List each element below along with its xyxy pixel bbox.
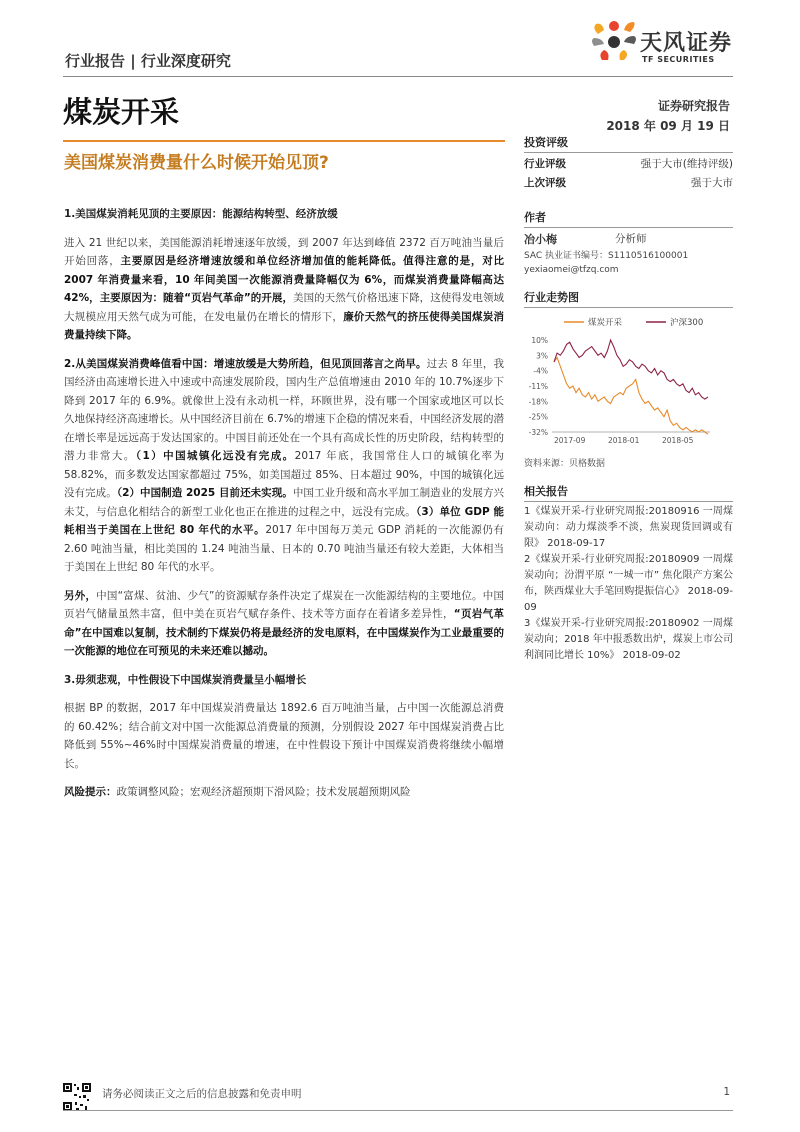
x-tick-label: 2017-09	[554, 436, 586, 445]
section-1-heading: 1.美国煤炭消耗见顶的主要原因：能源结构转型、经济放缓	[64, 208, 338, 220]
series-line-1	[554, 358, 708, 435]
prev-rating-label: 上次评级	[524, 177, 566, 189]
y-tick-label: -18%	[528, 397, 548, 407]
x-tick-label: 2018-05	[662, 436, 694, 445]
industry-rating-row	[524, 155, 733, 174]
related-heading: 相关报告	[524, 483, 733, 502]
logo-text-cn: 天风证券	[640, 31, 733, 56]
logo-text-en: TF SECURITIES	[642, 55, 715, 64]
s2-p2-c: “页岩气革命”在中国难以复制，技术制约下煤炭仍将是最经济的发电原料，在中国煤炭作为工业最重要的一次能源的地位在可预见的未来还难以撼动。	[64, 608, 505, 657]
s2-text-g: 2017 年中国每万美元 GDP 消耗的一次能源仍有 2.60 吨油当量，相比美国的 1.24 吨油当量、日本的 0.70 吨油当量还有较大差距，大体相当于美国在上世纪 80 年代的水平。	[64, 524, 504, 573]
sidebar	[524, 134, 733, 664]
rating-heading: 投资评级	[524, 134, 733, 153]
related-list	[524, 504, 733, 664]
s2-text-b: （1）中国城镇化远没有完成。	[135, 450, 295, 462]
author-cert: SAC 执业证书编号：S1110516100001	[524, 251, 689, 261]
x-tick-label: 2018-01	[608, 436, 640, 445]
section-1-paragraph	[64, 234, 504, 345]
chart-source: 资料来源：贝格数据	[524, 459, 606, 469]
flower-logo-icon	[590, 20, 638, 66]
s2-text-e: 中国工业升级和高水平加工制造业的发展方兴未艾，与信息化相结合的新型工业化也正在推进的过程之中，远没有完成。	[64, 487, 505, 518]
main-content	[64, 205, 504, 812]
author-name: 冶小梅	[524, 233, 557, 246]
s2-text-a: 过去 8 年里，我国经济由高速增长进入中速或中高速发展阶段，国内生产总值增速由 2010 年的 10.7%逐步下降到 2017 年的 6.9%。就像世上没有永动机一样，环顾世界，没有哪一个国家或地区可以长久地保持经济高速增长。从中国经济目前在 6.7%的增速下企稳的情况来看，中国经济发展的潜在增长率是远远高于发达国家的。中国目前还处在一个具有高成长性的历史阶段，结构转型的潜力非常大。	[64, 357, 505, 462]
y-tick-label: 3%	[536, 351, 548, 361]
legend-label-2: 沪深300	[670, 318, 704, 328]
related-item-2[interactable]: 2《煤炭开采-行业研究周报:20180909 一周煤炭动向；汾渭平原 “一城一市” 焦化限产方案公布，陕西煤业大手笔回购提振信心》 2018-09-09	[524, 554, 733, 613]
section-2-heading-a: 2.从美国煤炭消费峰值看中国：	[64, 357, 214, 370]
author-role: 分析师	[615, 233, 647, 245]
author-row	[524, 230, 733, 249]
industry-rating-value: 强于大市(维持评级)	[640, 158, 733, 170]
s1-text-a: 进入 21 世纪以来，美国能源消耗增速逐年放缓，到 2007 年达到峰值 2372 百万吨油当量后开始回落，	[64, 236, 504, 267]
section-3-paragraph: 根据 BP 的数据，2017 年中国煤炭消费量达 1892.6 百万吨油当量，占中国一次能源总消费的 60.42%；结合前文对中国一次能源总消费量的预测，分别假设 2027 年中国煤炭消费占比降低到 55%~46%时中国煤炭消费量的增速，在中性假设下预计中国煤炭消费将继续小幅增长。	[64, 702, 504, 770]
s1-text-b: 主要原因是经济增速放缓和单位经济增加值的能耗降低。值得注意的是，对比 2007 年消费量来看，10 年间美国一次能源消费量降幅仅为 6%，而煤炭消费量降幅高达 42%，主要原因为：随着“页岩气革命”的开展，	[64, 255, 505, 304]
s1-text-d: 廉价天然气的挤压使得美国煤炭消费量持续下降。	[64, 310, 505, 341]
trend-chart	[524, 310, 733, 455]
y-tick-label: -25%	[528, 412, 548, 422]
report-date: 2018 年 09 月 19 日	[606, 119, 730, 133]
s2-text-f: （3）单位 GDP 能耗相当于美国在上世纪 80 年代的水平。	[64, 505, 505, 536]
header-divider	[63, 76, 733, 77]
industry-title: 煤炭开采	[63, 95, 180, 129]
y-tick-label: -11%	[528, 382, 548, 391]
footer-divider	[63, 1110, 733, 1111]
report-category: 行业报告 | 行业深度研究	[65, 52, 231, 70]
trend-heading: 行业走势图	[524, 289, 733, 308]
report-type: 证券研究报告	[657, 99, 730, 113]
page-number: 1	[723, 1086, 730, 1098]
section-2-paragraph-2	[64, 587, 504, 661]
author-email[interactable]: yexiaomei@tfzq.com	[524, 265, 619, 275]
section-3-heading: 3.毋须悲观，中性假设下中国煤炭消费量呈小幅增长	[64, 673, 307, 686]
s2-p2-a: 另外，	[64, 589, 97, 602]
related-item-3[interactable]: 3《煤炭开采-行业研究周报:20180902 一周煤炭动向；2018 年中报悉数出炉，煤炭上市公司利润同比增长 10%》 2018-09-02	[524, 618, 733, 661]
prev-rating-value: 强于大市	[691, 177, 733, 189]
s2-text-c: 2017 年底，我国常住人口的城镇化率为 58.82%，而多数发达国家都超过 75%，如美国超过 85%、日本超过 90%，中国的城镇化远没有完成。	[64, 450, 505, 499]
company-logo	[590, 20, 740, 70]
s1-text-c: 美国的天然气价格迅速下降，这使得发电领域大规模应用天然气成为可能，在发电量仍在增长的情形下，	[64, 292, 505, 323]
y-tick-label: -32%	[528, 428, 548, 437]
y-tick-label: 10%	[531, 336, 548, 345]
s2-text-d: （2）中国制造 2025 目前还未实现。	[116, 487, 293, 499]
author-heading: 作者	[524, 209, 733, 228]
footer-disclaimer: 请务必阅读正文之后的信息披露和免责申明	[102, 1088, 302, 1100]
industry-rating-label: 行业评级	[524, 158, 566, 170]
qr-code-icon	[62, 1082, 92, 1112]
risk-warning	[64, 783, 504, 802]
legend-label-1: 煤炭开采	[588, 318, 623, 328]
section-2-heading-b: 增速放缓是大势所趋，但见顶回落言之尚早。	[213, 357, 427, 370]
section-2-paragraph-1	[64, 355, 504, 577]
s2-p2-b: 中国“富煤、贫油、少气”的资源赋存条件决定了煤炭在一次能源结构的主要地位。中国页岩气储量虽然丰富，但中美在页岩气赋存条件、技术等方面存在着诸多差异性，	[64, 589, 504, 620]
related-item-1[interactable]: 1《煤炭开采-行业研究周报:20180916 一周煤炭动向：动力煤淡季不淡，焦炭现货回调或有限》 2018-09-17	[524, 506, 733, 549]
prev-rating-row	[524, 174, 733, 193]
y-tick-label: -4%	[533, 366, 548, 376]
risk-text: 政策调整风险；宏观经济超预期下滑风险；技术发展超预期风险	[116, 786, 411, 798]
risk-label: 风险提示：	[64, 786, 117, 798]
report-title: 美国煤炭消费量什么时候开始见顶?	[64, 153, 329, 173]
title-divider	[63, 140, 505, 142]
